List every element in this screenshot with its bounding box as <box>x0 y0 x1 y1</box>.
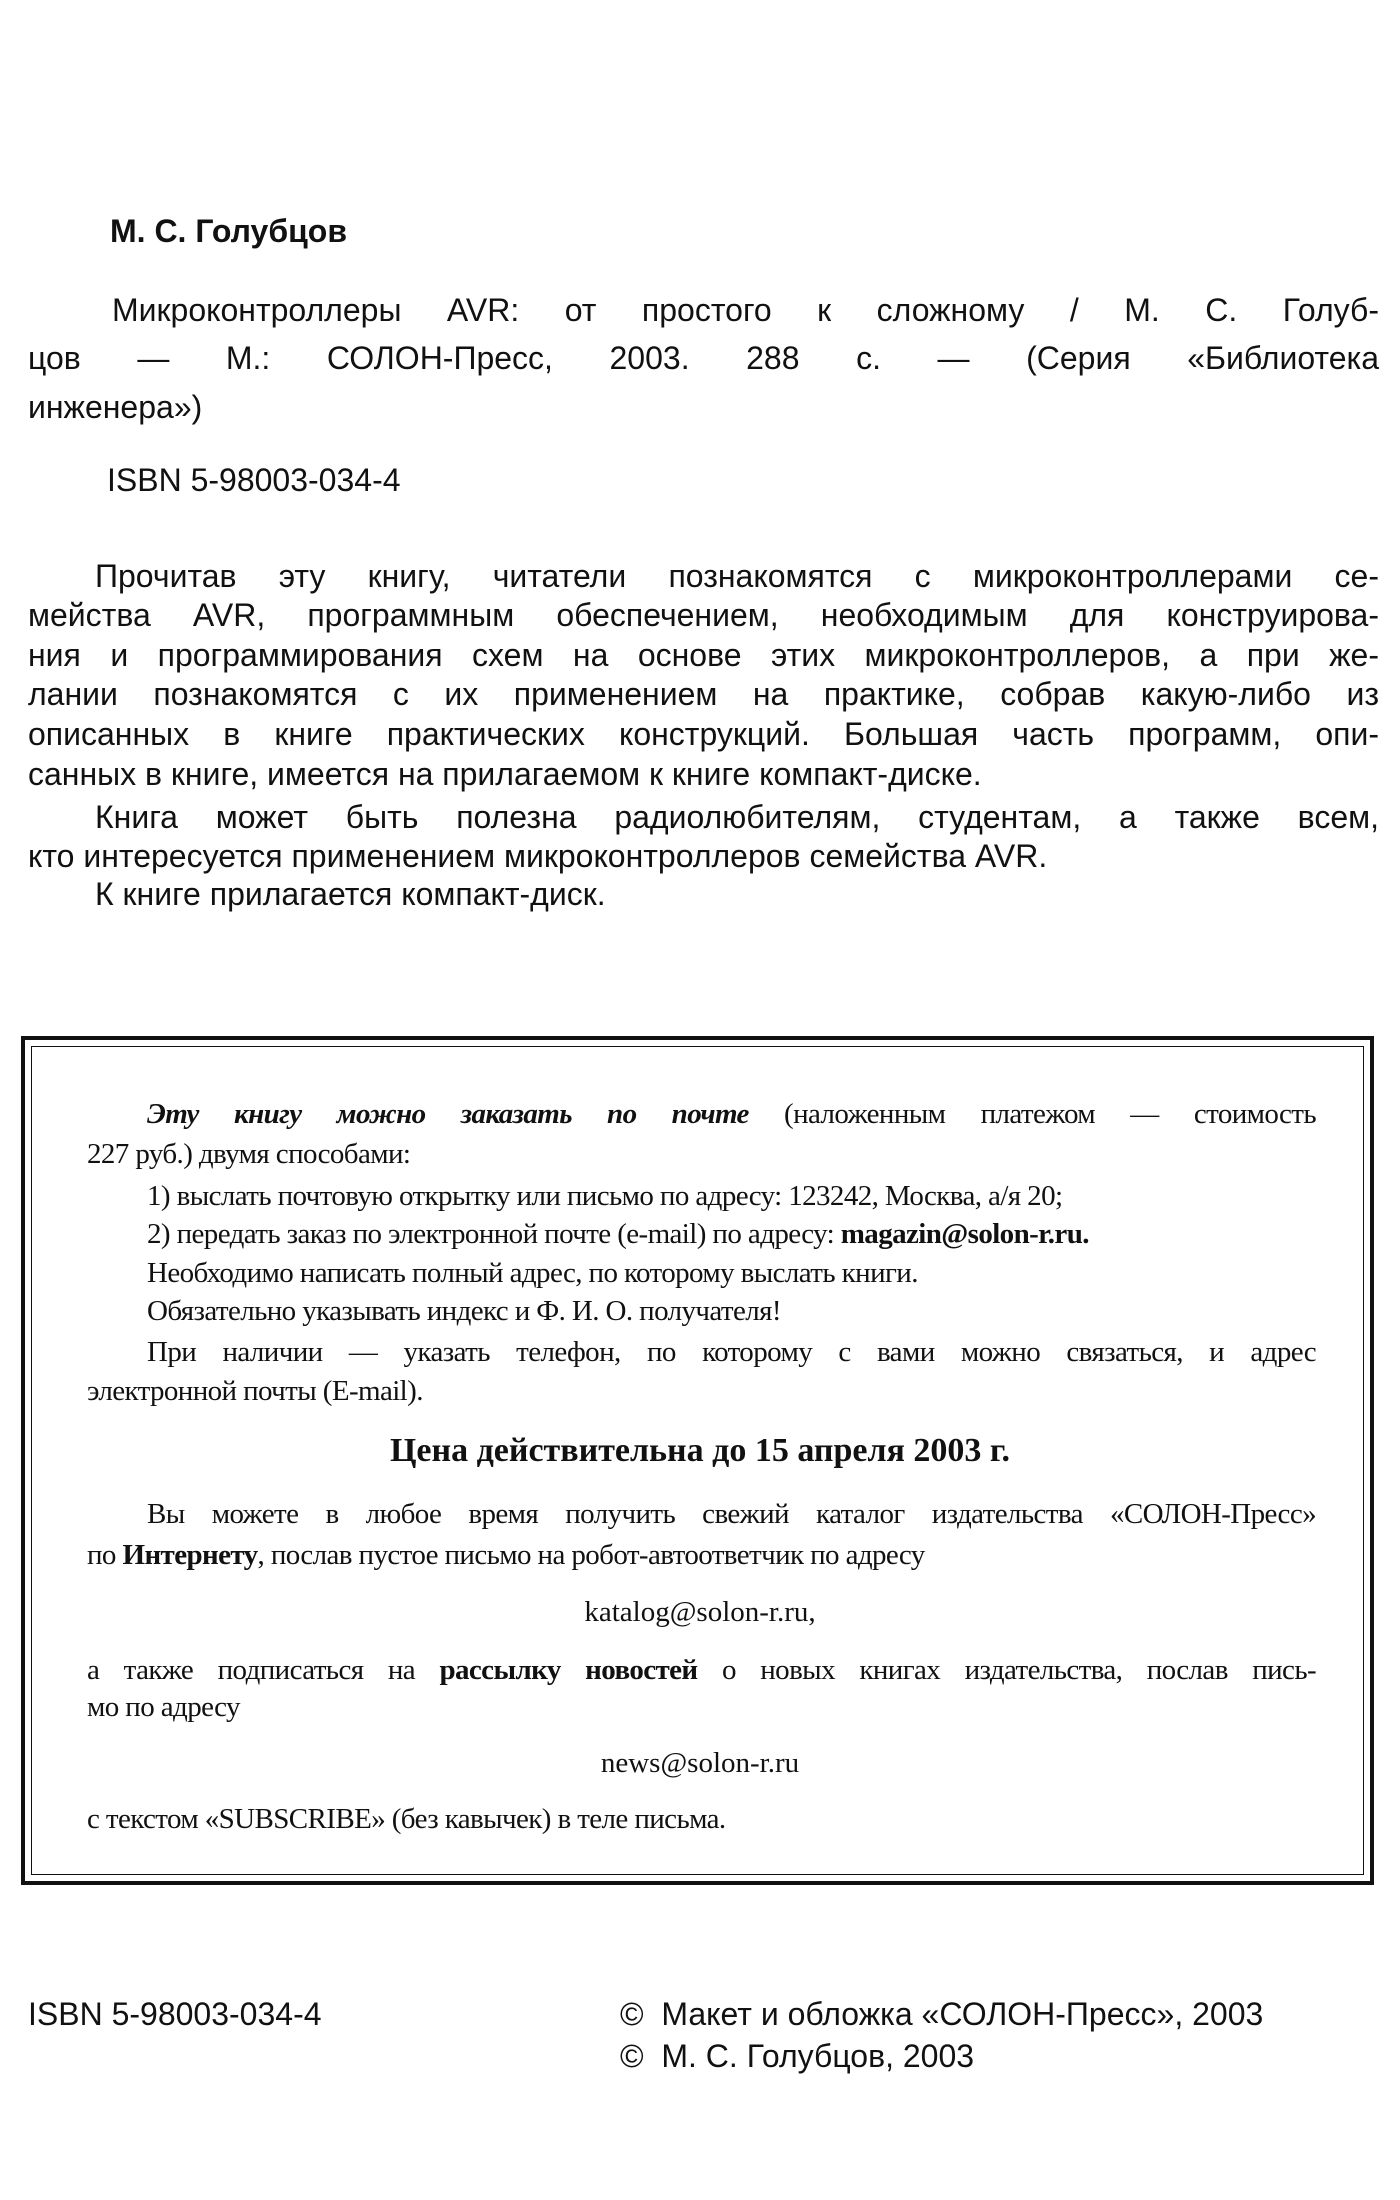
abstract-line: санных в книге, имеется на прилагаемом к книге компакт-диске. <box>28 756 982 792</box>
abstract-line: мейства AVR, программным обеспечением, необходимым для конструирова- <box>28 597 1379 633</box>
magazin-email-link[interactable]: magazin@solon-r.ru. <box>840 1218 1089 1250</box>
news-line-2: мо по адресу <box>87 1691 240 1723</box>
abstract-line: К книге прилагается компакт-диск. <box>95 876 606 912</box>
abstract-line: Прочитав эту книгу, читатели познакомятся с микроконтроллерами се- <box>95 558 1379 594</box>
order-method-2 <box>147 1218 1316 1251</box>
catalog-line-1: Вы можете в любое время получить свежий каталог издательства «СОЛОН-Пресс» <box>147 1498 1316 1530</box>
order-method-2-text: 2) передать заказ по электронной почте (e-mail) по адресу: <box>147 1218 835 1250</box>
order-note-3-line2: электронной почты (E-mail). <box>87 1375 423 1407</box>
news-email-link[interactable]: news@solon-r.ru <box>600 1747 800 1779</box>
catalog-line-2 <box>87 1539 1316 1572</box>
subscribe-note: с текстом «SUBSCRIBE» (без кавычек) в теле письма. <box>87 1803 726 1835</box>
text: о новых книгах издательства, послав пись- <box>721 1654 1317 1686</box>
text-bold: рассылку новостей <box>439 1654 698 1686</box>
order-note-2: Обязательно указывать индекс и Ф. И. О. получателя! <box>147 1295 781 1327</box>
author-name: М. С. Голубцов <box>110 213 347 249</box>
order-intro-rest: (наложенным платежом — стоимость <box>784 1098 1316 1130</box>
copyright-author: © М. С. Голубцов, 2003 <box>620 2038 975 2074</box>
isbn: ISBN 5-98003-034-4 <box>107 462 401 498</box>
katalog-email-link[interactable]: katalog@solon-r.ru, <box>584 1596 816 1628</box>
order-intro-italic: Эту книгу можно заказать по почте <box>147 1098 749 1130</box>
abstract-line: описанных в книге практических конструкций. Большая часть программ, опи- <box>28 716 1379 752</box>
order-method-1: 1) выслать почтовую открытку или письмо по адресу: 123242, Москва, а/я 20; <box>147 1180 1063 1212</box>
copyright-layout: © Макет и обложка «СОЛОН-Пресс», 2003 <box>620 1996 1264 2032</box>
text-bold: Интернету <box>122 1539 258 1571</box>
abstract-line: Книга может быть полезна радиолюбителям, студентам, а также всем, <box>95 799 1379 835</box>
abstract-line: кто интересуется применением микроконтроллеров семейства AVR. <box>28 838 1048 874</box>
text: а также подписаться на <box>87 1654 416 1686</box>
text: по <box>87 1539 116 1571</box>
citation-line: Микроконтроллеры AVR: от простого к сложному / М. С. Голуб- <box>112 292 1379 328</box>
order-note-3: При наличии — указать телефон, по которому с вами можно связаться, и адрес <box>147 1336 1316 1368</box>
citation-line: инженера») <box>28 389 203 425</box>
order-intro <box>147 1098 1316 1131</box>
order-intro-line2: 227 руб.) двумя способами: <box>87 1138 411 1170</box>
footer-isbn: ISBN 5-98003-034-4 <box>28 1996 322 2032</box>
abstract-line: ния и программирования схем на основе этих микроконтроллеров, а при же- <box>28 637 1379 673</box>
order-note-1: Необходимо написать полный адрес, по которому выслать книги. <box>147 1257 918 1289</box>
text: , послав пустое письмо на робот-автоответчик по адресу <box>257 1539 925 1571</box>
citation-line: цов — М.: СОЛОН-Пресс, 2003. 288 с. — (Серия «Библиотека <box>28 340 1379 376</box>
abstract-line: лании познакомятся с их применением на практике, собрав какую-либо из <box>28 676 1379 712</box>
price-valid-heading: Цена действительна до 15 апреля 2003 г. <box>389 1432 1011 1469</box>
news-line-1 <box>87 1654 1316 1687</box>
